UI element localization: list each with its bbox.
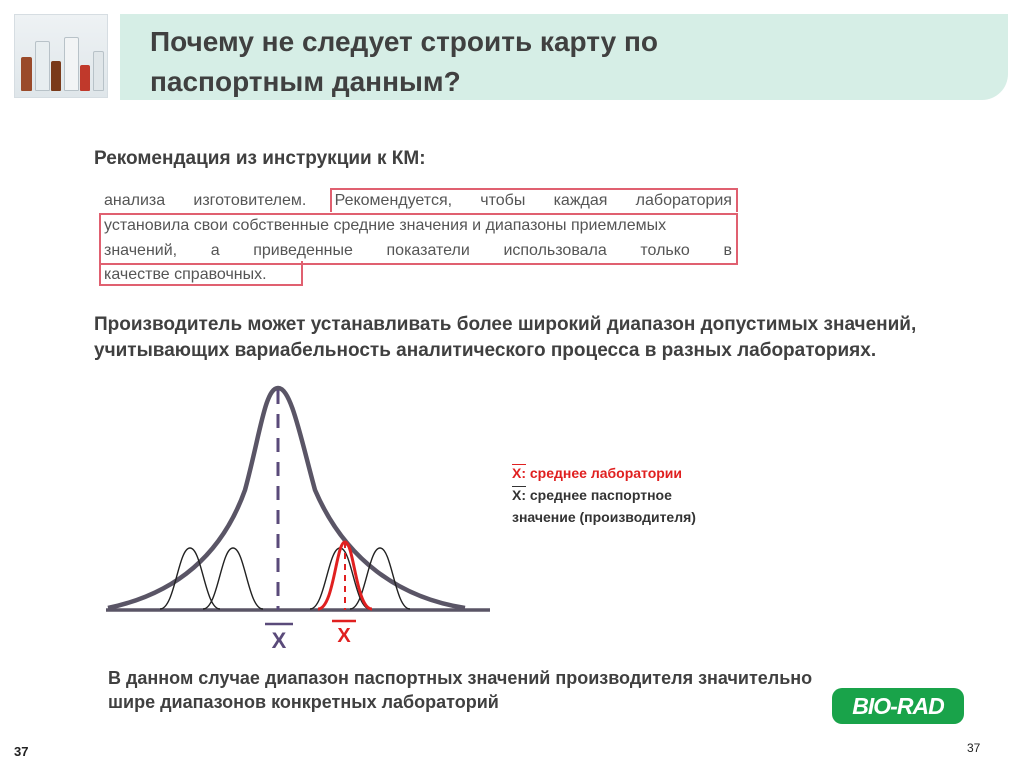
lab-bottles-image <box>14 14 108 98</box>
quote-word: Рекомендуется, <box>334 192 453 209</box>
legend-lab-text: среднее лаборатории <box>529 465 683 481</box>
conclusion-text: В данном случае диапазон паспортных значений производителя значительно шире диапазонов конкретных лабораторий <box>108 668 813 712</box>
quote-word: а <box>210 242 220 259</box>
legend-mfr-text: среднее паспортное <box>529 487 672 503</box>
quote-word: анализа <box>104 192 166 209</box>
quote-word: приведенные <box>253 242 353 259</box>
quote-word: качестве справочных. <box>104 266 267 283</box>
manufacturer-mean-label: X <box>271 628 287 650</box>
legend-manufacturer-mean <box>512 484 696 506</box>
quote-word: в <box>723 242 732 259</box>
quote-word: значений, <box>104 242 178 259</box>
highlight-box-middle <box>99 213 738 265</box>
quote-word: каждая <box>553 192 608 209</box>
quote-word: показатели <box>386 242 470 259</box>
lab-distribution-curve-2 <box>203 548 263 609</box>
legend-lab-mean <box>512 462 696 484</box>
diagram-legend <box>512 462 696 528</box>
quote-word: изготовителем. <box>193 192 307 209</box>
quote-word: только <box>640 242 690 259</box>
lab-mean-label: X <box>337 625 351 647</box>
instruction-heading: Рекомендация из инструкции к КМ: <box>94 148 426 169</box>
distribution-diagram <box>100 380 500 650</box>
legend-mfr-symbol: X: <box>512 487 526 503</box>
quote-word: чтобы <box>480 192 526 209</box>
bio-rad-logo: BIO-RAD <box>832 688 964 724</box>
highlight-box-top <box>330 188 738 212</box>
quote-word: лаборатория <box>635 192 732 209</box>
page-number-left: 37 <box>14 744 29 759</box>
legend-lab-symbol: X: <box>512 465 526 481</box>
legend-mfr-text-cont: значение (производителя) <box>512 509 696 525</box>
quote-word: установила свои собственные средние значения и диапазоны приемлемых <box>104 217 667 234</box>
explanation-paragraph: Производитель может устанавливать более широкий диапазон допустимых значений, учитывающих вариабельность аналитического процесса в разных лабораториях. <box>94 314 917 361</box>
manufacturer-distribution-curve <box>108 388 465 608</box>
quote-word: использовала <box>503 242 607 259</box>
lab-distribution-curve-1 <box>160 548 220 609</box>
highlight-box-bottom <box>99 261 303 286</box>
page-number-right: 37 <box>967 741 981 755</box>
page-title: Почему не следует строить карту по паспортным данным? <box>150 26 659 97</box>
